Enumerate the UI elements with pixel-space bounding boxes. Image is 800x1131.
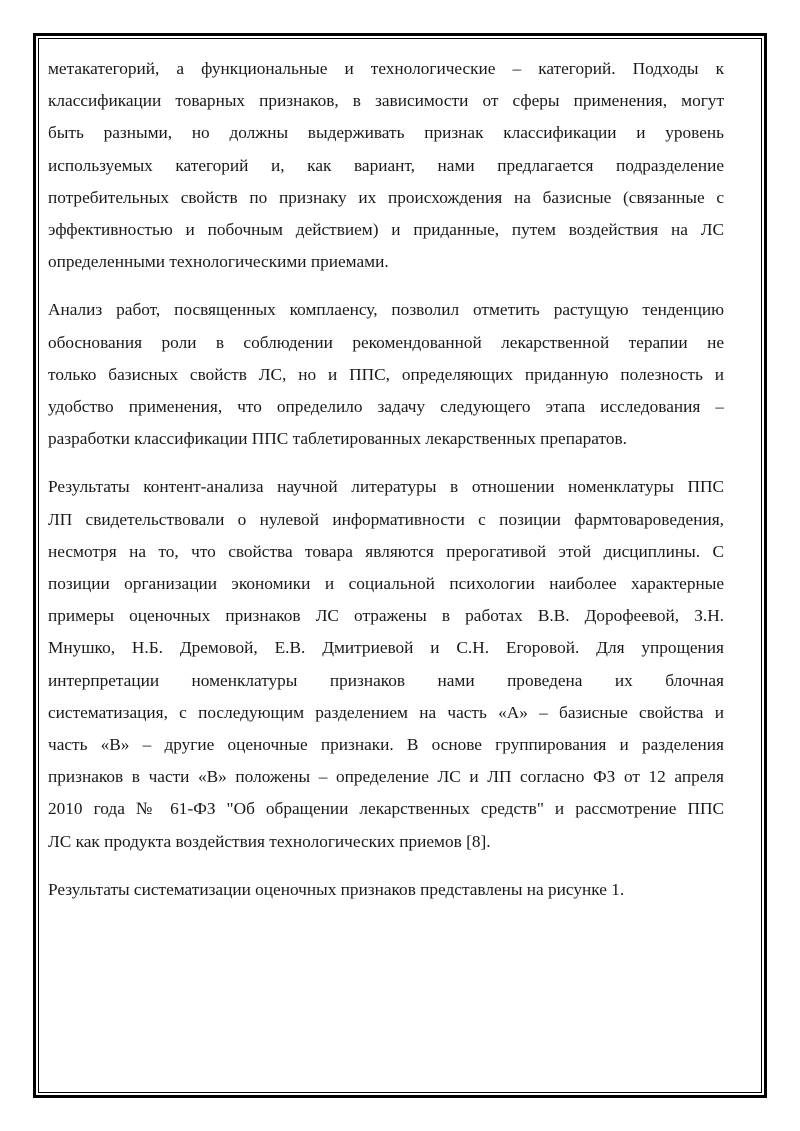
text-line: несмотря на то, что свойства товара являются прерогативой этой дисциплины. С [48,541,724,561]
text-line: ЛС как продукта воздействия технологических приемов [8]. [48,831,491,851]
text-line: обоснования роли в соблюдении рекомендованной лекарственной терапии не [48,332,724,352]
text-line: 2010 года № 61-ФЗ "Об обращении лекарственных средств" и рассмотрение ППС [48,799,724,819]
text-line: классификации товарных признаков, в зависимости от сферы применения, могут [48,91,724,111]
text-line: интерпретации номенклатуры признаков нами проведена их блочная [48,670,724,690]
text-line: удобство применения, что определило задачу следующего этапа исследования – [48,397,724,417]
text-line: Результаты систематизации оценочных признаков представлены на рисунке 1. [48,879,625,899]
text-line: ЛП свидетельствовали о нулевой информативности с позиции фармтовароведения, [48,509,724,529]
text-line: часть «В» – другие оценочные признаки. В основе группирования и разделения [48,735,724,755]
text-line: позиции организации экономики и социальной психологии наиболее характерные [48,574,724,594]
text-line: эффективностью и побочным действием) и приданные, путем воздействия на ЛС [48,220,724,240]
text-line: систематизация, с последующим разделением на часть «А» – базисные свойства и [48,702,724,722]
paragraph-1 [48,53,724,278]
text-line: Анализ работ, посвященных комплаенсу, позволил отметить растущую тенденцию [48,300,724,320]
paragraph-4 [48,874,724,906]
paragraph-3 [48,471,724,857]
text-line: быть разными, но должны выдерживать признак классификации и уровень [48,123,724,143]
text-line: признаков в части «В» положены – определение ЛС и ЛП согласно ФЗ от 12 апреля [48,767,724,787]
text-line: потребительных свойств по признаку их происхождения на базисные (связанные с [48,187,724,207]
text-line: используемых категорий и, как вариант, нами предлагается подразделение [48,155,724,175]
text-line: примеры оценочных признаков ЛС отражены в работах В.В. Дорофеевой, З.Н. [48,606,724,626]
text-line: Мнушко, Н.Б. Дремовой, Е.В. Дмитриевой и С.Н. Егоровой. Для упрощения [48,638,724,658]
text-line: определенными технологическими приемами. [48,252,389,272]
text-line: Результаты контент-анализа научной литературы в отношении номенклатуры ППС [48,477,724,497]
text-line: разработки классификации ППС таблетированных лекарственных препаратов. [48,429,627,449]
document-body [48,53,724,922]
paragraph-2 [48,294,724,455]
text-line: только базисных свойств ЛС, но и ППС, определяющих приданную полезность и [48,364,724,384]
text-line: метакатегорий, а функциональные и технологические – категорий. Подходы к [48,59,724,78]
